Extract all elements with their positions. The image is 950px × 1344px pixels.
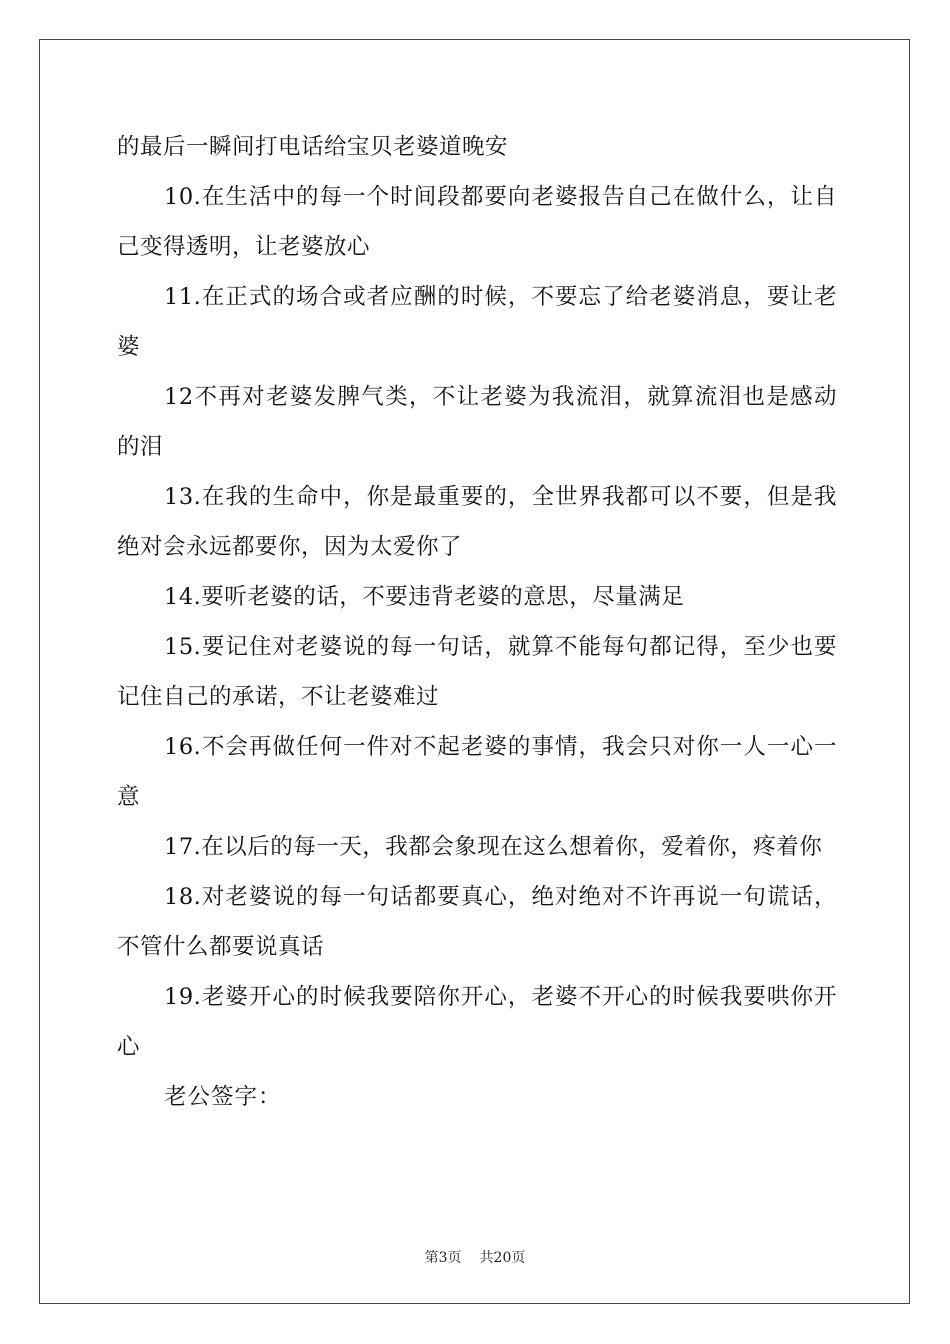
paragraph-item-19: 19.老婆开心的时候我要陪你开心，老婆不开心的时候我要哄你开心 <box>117 984 837 1060</box>
paragraph-item-10: 10.在生活中的每一个时间段都要向老婆报告自己在做什么，让自己变得透明，让老婆放心 <box>117 184 837 260</box>
page-number-current: 第3页 <box>424 1250 462 1266</box>
page-number-total: 共20页 <box>479 1250 526 1266</box>
paragraph-item-12: 12不再对老婆发脾气类，不让老婆为我流泪，就算流泪也是感动的泪 <box>117 384 837 460</box>
signature-label: 老公签字： <box>164 1084 282 1110</box>
paragraph-item-13: 13.在我的生命中，你是最重要的，全世界我都可以不要，但是我绝对会永远都要你，因为太爱你了 <box>117 484 837 560</box>
paragraph-item-18: 18.对老婆说的每一句话都要真心，绝对绝对不许再说一句谎话，不管什么都要说真话 <box>117 884 837 960</box>
paragraph-item-14: 14.要听老婆的话，不要违背老婆的意思，尽量满足 <box>164 584 685 610</box>
paragraph-item-16: 16.不会再做任何一件对不起老婆的事情，我会只对你一人一心一意 <box>117 734 837 810</box>
paragraph-continuation: 的最后一瞬间打电话给宝贝老婆道晚安 <box>117 134 509 160</box>
page-footer <box>0 1247 950 1267</box>
paragraph-item-11: 11.在正式的场合或者应酬的时候，不要忘了给老婆消息，要让老婆 <box>117 284 837 360</box>
paragraph-item-17: 17.在以后的每一天，我都会象现在这么想着你，爱着你，疼着你 <box>164 834 823 860</box>
document-body <box>117 122 837 1122</box>
paragraph-item-15: 15.要记住对老婆说的每一句话，就算不能每句都记得，至少也要记住自己的承诺，不让老婆难过 <box>117 634 837 710</box>
